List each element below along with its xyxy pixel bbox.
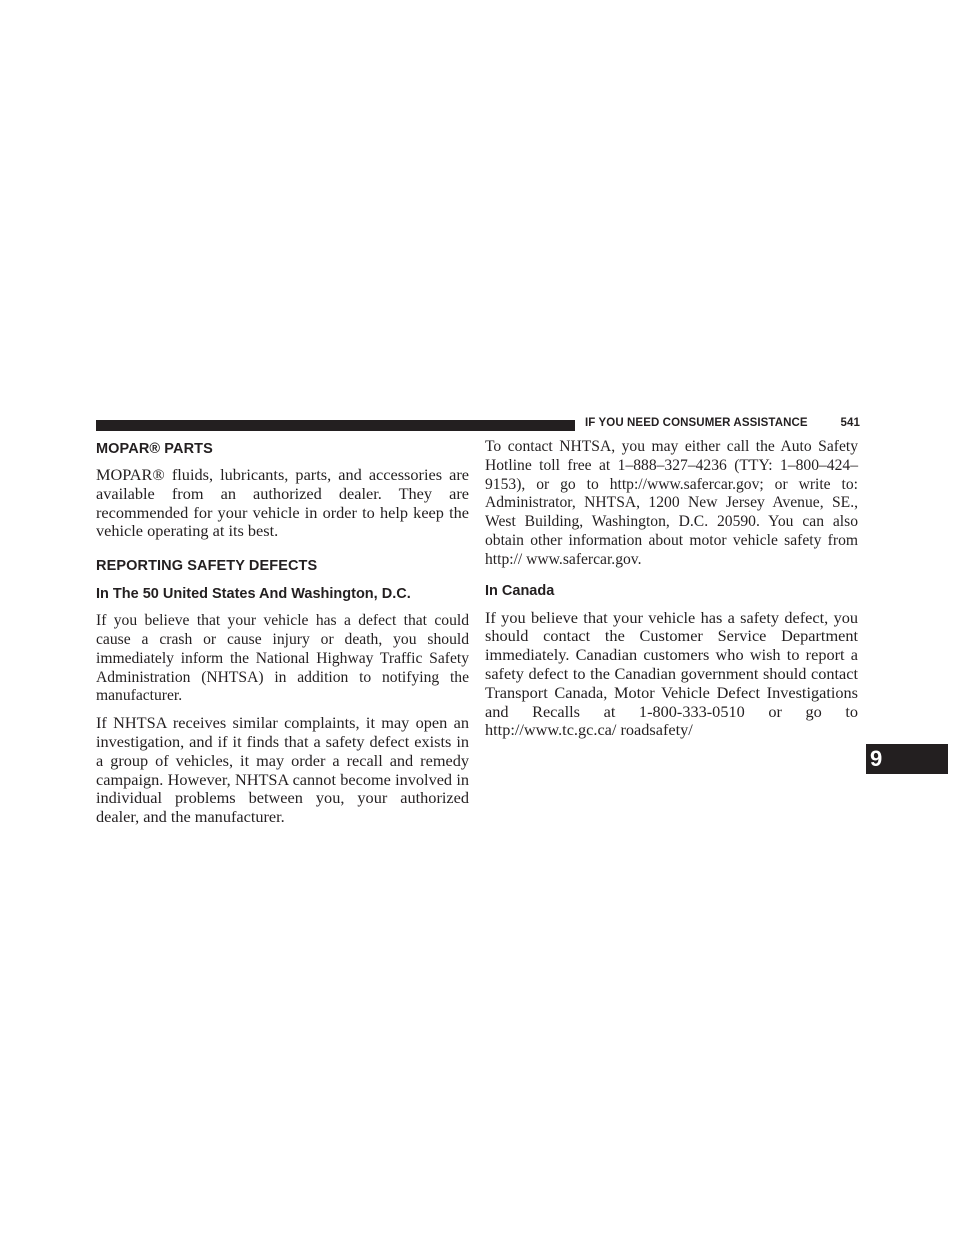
left-column xyxy=(96,438,469,827)
us-subheading: In The 50 United States And Washington, D.C. xyxy=(96,586,411,603)
header-section-title: IF YOU NEED CONSUMER ASSISTANCE xyxy=(585,417,808,429)
header-rule xyxy=(96,420,575,431)
page-number: 541 xyxy=(840,417,860,429)
us-paragraph-1: If you believe that your vehicle has a defect that could cause a crash or cause injury or death, you should immediately inform the National Highway Traffic Safety Administration (NHTSA) in addition to notifying the manufacturer. xyxy=(96,612,469,705)
chapter-tab xyxy=(866,744,948,774)
reporting-safety-defects-heading: REPORTING SAFETY DEFECTS xyxy=(96,558,318,575)
running-header xyxy=(585,417,860,429)
canada-paragraph: If you believe that your vehicle has a safety defect, you should contact the Customer Service Department immediately. Canadian customers who wish to report a safety defect to the Canadian government should contact Transport Canada, Motor Vehicle Defect Investigations and Recalls at 1-800-333-0510 or go to http://www.tc.gc.ca/ roadsafety/ xyxy=(485,607,858,740)
right-column xyxy=(485,438,858,740)
us-paragraph-2: If NHTSA receives similar complaints, it may open an investigation, and if it finds that a safety defect exists in a group of vehicles, it may order a recall and remedy campaign. However, NHTSA cannot become involved in individual problems between you, your authorized dealer, and the manufacturer. xyxy=(96,713,469,827)
chapter-tab-number: 9 xyxy=(870,746,883,771)
canada-subheading: In Canada xyxy=(485,582,555,599)
mopar-parts-heading: MOPAR® PARTS xyxy=(96,441,213,457)
nhtsa-contact-paragraph: To contact NHTSA, you may either call the Auto Safety Hotline toll free at 1–888–327–4236 (TTY: 1–800–424– 9153), or go to http://www.safercar.gov; or write to: Administrator, NHTSA, 1200 New Jersey Avenue, SE., West Building, Washington, D.C. 20590. You can also obtain other information about motor vehicle safety from http:// www.safercar.gov. xyxy=(485,438,858,568)
mopar-parts-paragraph: MOPAR® fluids, lubricants, parts, and accessories are available from an authorized dealer. They are recommended for your vehicle in order to help keep the vehicle operating at its best. xyxy=(96,465,469,541)
